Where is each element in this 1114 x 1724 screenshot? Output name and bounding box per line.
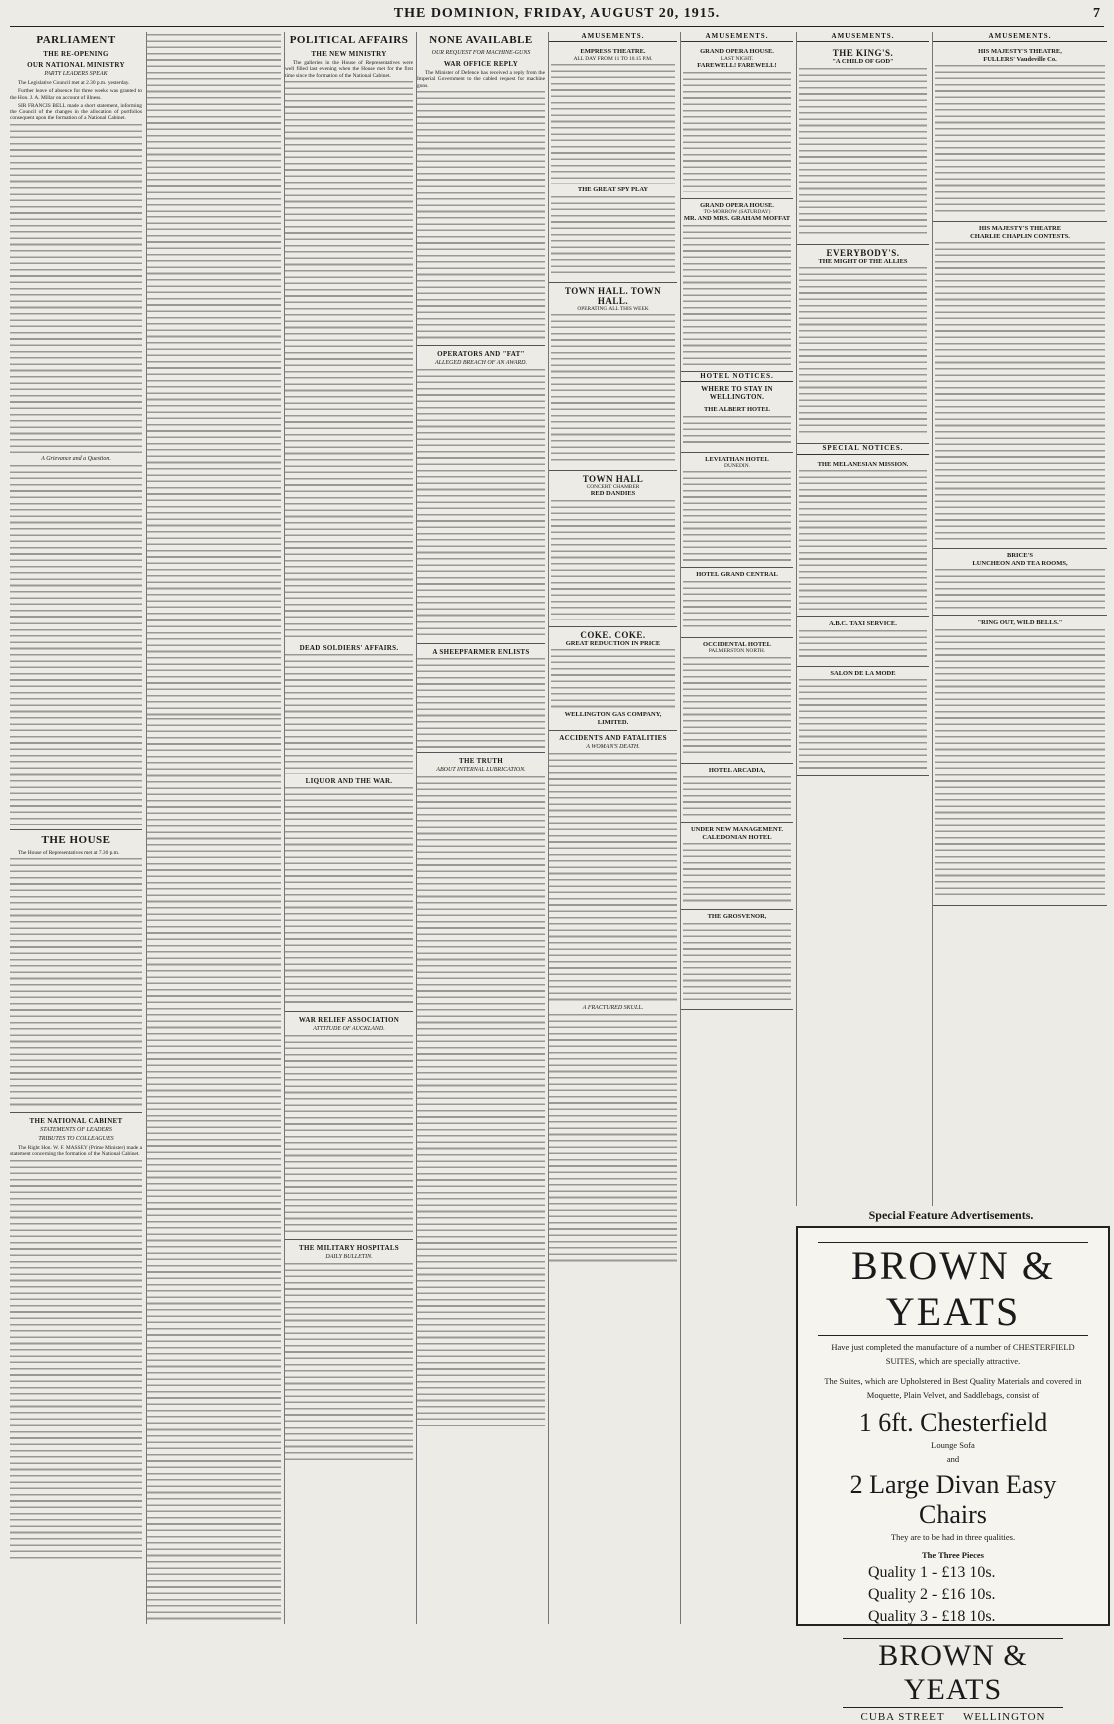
headline-operators-fat: OPERATORS AND "FAT" bbox=[437, 349, 525, 358]
body-text-block bbox=[285, 1035, 413, 1235]
headline-accidents: ACCIDENTS AND FATALITIES bbox=[559, 734, 667, 743]
advert-grand-opera-1: GRAND OPERA HOUSE. LAST NIGHT. FAREWELL! FAREWELL! bbox=[681, 45, 793, 198]
advert-grand-central: HOTEL GRAND CENTRAL bbox=[681, 568, 793, 638]
quality-3-price: Quality 3 - £18 10s. bbox=[868, 1608, 996, 1625]
article-paragraph: The House of Representatives met at 7.30 p.m. bbox=[18, 849, 120, 856]
column-amusements-2 bbox=[680, 32, 793, 1624]
advert-occidental-hotel: OCCIDENTAL HOTEL PALMERSTON NORTH. bbox=[681, 638, 793, 764]
body-text-block bbox=[147, 718, 281, 1118]
column-none-available bbox=[416, 32, 545, 1624]
body-text-block bbox=[417, 658, 545, 748]
quality-1-price: Quality 1 - £13 10s. bbox=[868, 1564, 996, 1581]
advert-grosvenor: THE GROSVENOR, bbox=[681, 910, 793, 1010]
subhead-national-ministry: OUR NATIONAL MINISTRY bbox=[27, 61, 125, 69]
body-text-block bbox=[417, 776, 545, 1426]
street-address: CUBA STREET WELLINGTON bbox=[860, 1711, 1046, 1723]
advert-his-majestys-1: HIS MAJESTY'S THEATRE, FULLERS' Vaudeville Co. bbox=[933, 45, 1107, 222]
body-text-block bbox=[549, 1014, 677, 1264]
column-amusements-3 bbox=[796, 32, 929, 1206]
subhead-machine-guns: OUR REQUEST FOR MACHINE-GUNS bbox=[431, 50, 531, 56]
headline-none-available: NONE AVAILABLE bbox=[429, 34, 533, 46]
subhead-tributes: TRIBUTES TO COLLEAGUES bbox=[38, 1136, 114, 1143]
masthead-title: THE DOMINION, FRIDAY, AUGUST 20, 1915. bbox=[393, 6, 721, 21]
headline-military-hospitals: THE MILITARY HOSPITALS bbox=[299, 1243, 399, 1252]
advert-text: The Suites, which are Upholstered in Best Quality Materials and covered in Moquette, Plain Velvet, and Saddlebags, consist of bbox=[824, 1376, 1082, 1400]
body-text-block bbox=[10, 1160, 142, 1560]
column-amusements-4 bbox=[932, 32, 1107, 1206]
body-text-block bbox=[147, 216, 281, 716]
article-paragraph: The Right Hon. W. F. MASSEY (Prime Minister) made a statement concerning the formation of the National Cabinet. bbox=[10, 1145, 142, 1158]
advert-ring-out-wild-bells: "RING OUT, WILD BELLS." bbox=[933, 616, 1107, 906]
body-text-block bbox=[549, 753, 677, 1003]
headline-where-to-stay: WHERE TO STAY IN WELLINGTON. bbox=[701, 385, 773, 402]
advert-text: They are to be had in three qualities. bbox=[890, 1532, 1016, 1542]
column-amusements-1 bbox=[548, 32, 677, 1624]
advert-caledonian-hotel: UNDER NEW MANAGEMENT. CALEDONIAN HOTEL bbox=[681, 823, 793, 910]
section-header-amusements: AMUSEMENTS. bbox=[549, 32, 677, 42]
advert-town-hall: TOWN HALL. TOWN HALL. OPERATING ALL THIS WEEK bbox=[549, 283, 677, 471]
quality-2-price: Quality 2 - £16 10s. bbox=[868, 1586, 996, 1603]
chesterfield-item: 1 6ft. Chesterfield bbox=[858, 1408, 1048, 1437]
headline-the-house: THE HOUSE bbox=[41, 833, 111, 846]
section-header-hotel-notices: HOTEL NOTICES. bbox=[681, 372, 793, 382]
advert-hotel-arcadia: HOTEL ARCADIA, bbox=[681, 764, 793, 824]
body-text-block bbox=[147, 1120, 281, 1620]
advert-his-majestys-2: HIS MAJESTY'S THEATRE CHARLIE CHAPLIN CONTESTS. bbox=[933, 222, 1107, 549]
headline-the-truth: THE TRUTH bbox=[459, 756, 503, 765]
subhead-new-ministry: THE NEW MINISTRY bbox=[311, 50, 387, 58]
body-text-block bbox=[10, 465, 142, 825]
subhead-war-office: WAR OFFICE REPLY bbox=[443, 60, 519, 68]
headline-political-affairs: POLITICAL AFFAIRS bbox=[289, 34, 409, 46]
subhead-breach-award: ALLEGED BREACH OF AN AWARD. bbox=[435, 359, 527, 366]
advert-coke: COKE. COKE. GREAT REDUCTION IN PRICE WELLINGTON GAS COMPANY, LIMITED. bbox=[549, 627, 677, 732]
advert-albert-hotel: THE ALBERT HOTEL bbox=[681, 403, 793, 453]
body-text-block bbox=[10, 858, 142, 1108]
advert-everybodys: EVERYBODY'S. THE MIGHT OF THE ALLIES bbox=[797, 245, 929, 445]
advert-melanesian-mission: THE MELANESIAN MISSION. bbox=[797, 458, 929, 618]
brown-yeats-logo: BROWN & YEATS bbox=[818, 1242, 1088, 1336]
subhead-womans-death: A WOMAN'S DEATH. bbox=[586, 744, 640, 751]
advert-the-kings: THE KING'S. "A CHILD OF GOD" bbox=[797, 45, 929, 245]
subhead-fractured-skull: A FRACTURED SKULL. bbox=[582, 1005, 644, 1012]
advert-brices: BRICE'S LUNCHEON AND TEA ROOMS, bbox=[933, 549, 1107, 616]
section-header-amusements: AMUSEMENTS. bbox=[681, 32, 793, 42]
subhead-reopening: THE RE-OPENING bbox=[43, 50, 109, 58]
column-parliament-continued bbox=[146, 32, 281, 1624]
advert-abc-taxi: A.B.C. TAXI SERVICE. bbox=[797, 617, 929, 667]
body-text-block bbox=[147, 34, 281, 214]
brown-yeats-logo-footer: BROWN & YEATS bbox=[843, 1638, 1063, 1708]
headline-parliament: PARLIAMENT bbox=[36, 34, 116, 46]
headline-sheepfarmer: A SHEEPFARMER ENLISTS bbox=[432, 647, 530, 656]
page-number: 7 bbox=[1093, 6, 1100, 21]
body-text-block bbox=[285, 1263, 413, 1463]
special-feature-heading: Special Feature Advertisements. bbox=[868, 1208, 1034, 1222]
article-paragraph: The Legislative Council met at 2.30 p.m. yesterday. bbox=[18, 80, 130, 86]
advert-text: Lounge Sofa bbox=[931, 1440, 975, 1450]
brown-yeats-advert bbox=[796, 1226, 1110, 1723]
column-parliament bbox=[10, 32, 142, 1624]
advert-empress-theatre: EMPRESS THEATRE. ALL DAY FROM 11 TO 10.15 P.M. THE GREAT SPY PLAY bbox=[549, 45, 677, 282]
three-pieces: The Three Pieces bbox=[921, 1550, 984, 1560]
article-paragraph: The galleries in the House of Representatives were well filled last evening when the House met for the first time since the formation of the National Cabinet. bbox=[285, 60, 413, 79]
advert-leviathan-hotel: LEVIATHAN HOTEL DUNEDIN. bbox=[681, 453, 793, 569]
headline-liquor-war: LIQUOR AND THE WAR. bbox=[305, 776, 393, 785]
subhead-lubrication: ABOUT INTERNAL LUBRICATION. bbox=[436, 766, 526, 773]
subhead-grievance: A Grievance and a Question. bbox=[41, 455, 111, 462]
masthead bbox=[10, 4, 1104, 27]
section-header-special-notices: SPECIAL NOTICES. bbox=[797, 444, 929, 454]
article-paragraph: The Minister of Defence has received a reply from the Imperial Government to the cabled request for machine guns. bbox=[417, 70, 545, 89]
section-header-amusements: AMUSEMENTS. bbox=[933, 32, 1107, 42]
subhead-auckland: ATTITUDE OF AUCKLAND. bbox=[313, 1025, 385, 1032]
body-text-block bbox=[417, 369, 545, 639]
advert-text: Have just completed the manufacture of a number of CHESTERFIELD SUITES, which are specially attractive. bbox=[831, 1342, 1075, 1366]
column-political-affairs bbox=[284, 32, 413, 1624]
body-text-block bbox=[417, 91, 545, 341]
advert-text: and bbox=[946, 1454, 960, 1464]
headline-national-cabinet: THE NATIONAL CABINET bbox=[29, 1117, 123, 1126]
section-header-amusements: AMUSEMENTS. bbox=[797, 32, 929, 42]
advert-grand-opera-2: GRAND OPERA HOUSE. TO-MORROW (SATURDAY) MR. AND MRS. GRAHAM MOFFAT bbox=[681, 199, 793, 372]
advert-town-hall-concert: TOWN HALL CONCERT CHAMBER RED DANDIES bbox=[549, 471, 677, 627]
body-text-block bbox=[285, 654, 413, 774]
subhead-statements: STATEMENTS OF LEADERS bbox=[40, 1127, 112, 1134]
body-text-block bbox=[285, 81, 413, 641]
article-paragraph: Further leave of absence for three weeks was granted to the Hon. J. A. Millar on account of illness. bbox=[10, 88, 142, 101]
body-text-block bbox=[10, 124, 142, 454]
easy-chairs-item: 2 Large Divan Easy Chairs bbox=[849, 1470, 1057, 1529]
advert-salon-de-la-mode: SALON DE LA MODE bbox=[797, 667, 929, 777]
article-paragraph: SIR FRANCIS BELL made a short statement, informing the Council of the changes in the allocation of portfolios consequent upon the formation of a National Cabinet. bbox=[10, 102, 142, 122]
headline-war-relief: WAR RELIEF ASSOCIATION bbox=[298, 1015, 400, 1024]
subhead-daily-bulletin: DAILY BULLETIN. bbox=[325, 1253, 373, 1260]
subhead-party-leaders: PARTY LEADERS SPEAK bbox=[44, 71, 108, 77]
headline-dead-soldiers: DEAD SOLDIERS' AFFAIRS. bbox=[299, 643, 399, 652]
body-text-block bbox=[285, 787, 413, 1007]
